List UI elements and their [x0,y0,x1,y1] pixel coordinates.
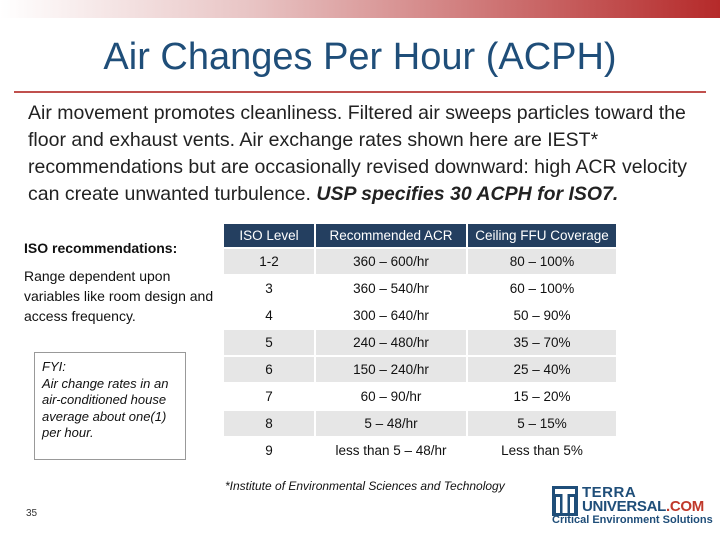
logo-text-universal [582,498,704,515]
logo-text-terra: TERRA [582,484,637,501]
cell-iso-level: 4 [265,308,273,323]
table-row [224,357,616,382]
table-header-row [224,224,616,247]
cell-iso-level: 1-2 [224,249,314,274]
cell-ffu-coverage: 15 – 20% [513,389,571,404]
footnote: *Institute of Environmental Sciences and Technology [225,479,505,493]
fyi-box [34,352,186,460]
cell-iso-level: 5 [224,330,314,355]
cell-ffu-coverage: 25 – 40% [468,357,616,382]
cell-recommended-acr: 60 – 90/hr [360,389,422,404]
cell-ffu-coverage: 50 – 90% [513,308,571,323]
header-recommended-acr: Recommended ACR [316,224,466,247]
table-row [224,330,616,355]
fyi-text: Air change rates in an air-conditioned house average about one(1) per hour. [42,375,169,440]
cell-iso-level: 7 [265,389,273,404]
table-row [224,276,616,301]
intro-emphasis: USP specifies 30 ACPH for ISO7. [316,183,619,205]
table-row [224,411,616,436]
logo-dotcom: .COM [665,498,704,515]
cell-recommended-acr: 5 – 48/hr [316,411,466,436]
table-row [224,438,616,463]
acph-table [222,222,618,465]
cell-recommended-acr: 240 – 480/hr [316,330,466,355]
cell-recommended-acr: 300 – 640/hr [353,308,429,323]
cell-recommended-acr: 360 – 600/hr [316,249,466,274]
cell-ffu-coverage: 80 – 100% [468,249,616,274]
page-number: 35 [26,508,38,519]
header-iso-level: ISO Level [224,224,314,247]
intro-text: Air movement promotes cleanliness. Filtered air sweeps particles toward the floor and exhaust vents. Air exchange rates shown here are IEST* recommendations but are occasionally revised downward: high ACR velocity can create unwanted turbulence. [28,102,687,205]
iso-recommendations-heading: ISO recommendations: [24,240,178,256]
cell-recommended-acr: less than 5 – 48/hr [335,443,447,458]
cell-iso-level: 6 [224,357,314,382]
table-row [224,249,616,274]
cell-recommended-acr: 150 – 240/hr [316,357,466,382]
cell-ffu-coverage: 60 – 100% [509,281,575,296]
table-row [224,303,616,328]
cell-iso-level: 3 [265,281,273,296]
logo-universal-word: UNIVERSAL [582,498,666,515]
cell-iso-level: 8 [224,411,314,436]
top-accent-bar [0,0,720,18]
table-row [224,384,616,409]
slide-title: Air Changes Per Hour (ACPH) [103,36,617,78]
cell-ffu-coverage: Less than 5% [501,443,583,458]
cell-recommended-acr: 360 – 540/hr [353,281,429,296]
iso-recommendations-text: Range dependent upon variables like room design and access frequency. [24,268,214,324]
terra-universal-logo-icon [552,486,578,516]
logo-tagline: Critical Environment Solutions [552,514,713,526]
cell-iso-level: 9 [265,443,273,458]
cell-ffu-coverage: 5 – 15% [468,411,616,436]
terra-universal-logo [552,484,712,524]
cell-ffu-coverage: 35 – 70% [468,330,616,355]
fyi-label: FYI: [42,359,66,374]
title-divider [14,91,706,93]
intro-paragraph [28,100,698,208]
header-ceiling-ffu-coverage: Ceiling FFU Coverage [468,224,616,247]
